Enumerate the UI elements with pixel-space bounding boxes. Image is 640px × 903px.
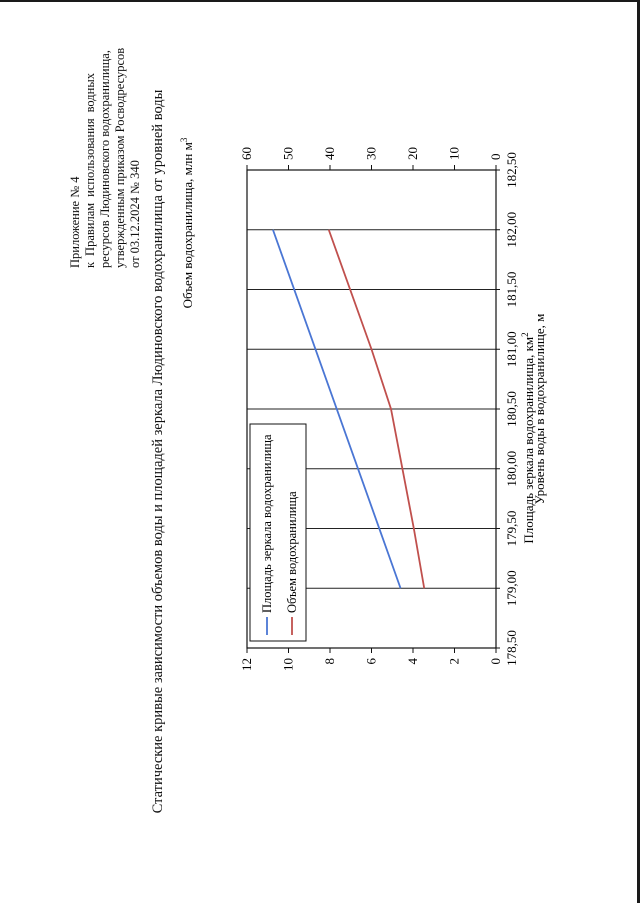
level-tick-label: 181,50: [504, 271, 519, 308]
volume-tick-label: 30: [363, 147, 379, 160]
level-tick-label: 180,00: [504, 450, 519, 487]
appendix-line-3: ресурсов Людиновского водохранилища,: [98, 50, 112, 268]
volume-axis-title: Объем водохранилища, млн $м^3$: [179, 137, 195, 309]
appendix-line-2: к Правилам использования водных: [83, 73, 97, 268]
area-tick-label: 4: [405, 658, 420, 665]
level-tick-label: 179,00: [504, 570, 519, 607]
volume-tick-label: 0: [488, 153, 503, 160]
area-tick-label: 2: [446, 658, 462, 665]
level-tick-label: 178,50: [504, 630, 519, 666]
volume-axis-title-sup: 3: [179, 137, 189, 143]
volume-tick-label: 20: [405, 147, 420, 160]
level-tick-label: 181,00: [504, 331, 519, 368]
appendix-line-5: от 03.12.2024 № 340: [128, 160, 142, 268]
appendix-line-4: утвержденным приказом Росводресурсов: [113, 47, 127, 268]
legend-label: Объем водохранилища: [285, 491, 299, 613]
area-tick-label: 0: [488, 658, 503, 665]
appendix-line-1: Приложение № 4: [68, 176, 82, 268]
area-tick-label: 12: [239, 658, 254, 671]
legend-label: Площадь зеркала водохранилища: [260, 434, 274, 613]
level-tick-label: 182,50: [504, 152, 519, 188]
area-tick-label: 6: [363, 658, 379, 665]
level-tick-label: 180,50: [504, 391, 519, 427]
level-tick-label: 179,50: [504, 510, 519, 547]
area-tick-label: 8: [322, 658, 337, 665]
area-tick-label: 10: [280, 658, 296, 671]
area-axis-title-sup: 2: [520, 332, 530, 337]
volume-tick-label: 50: [280, 147, 296, 160]
volume-tick-label: 10: [446, 147, 462, 160]
volume-tick-label: 40: [322, 147, 337, 160]
page-title: Статические кривые зависимости объемов воды и площадей зеркала Людиновского водохранилища от уровней воды: [150, 89, 166, 814]
level-tick-label: 182,00: [504, 211, 519, 248]
volume-tick-label: 60: [239, 147, 254, 160]
level-axis-title: Уровень воды в водохранилище, м: [532, 313, 547, 505]
area-axis-title: Площадь зеркала водохранилища, $км^2$: [520, 332, 536, 544]
